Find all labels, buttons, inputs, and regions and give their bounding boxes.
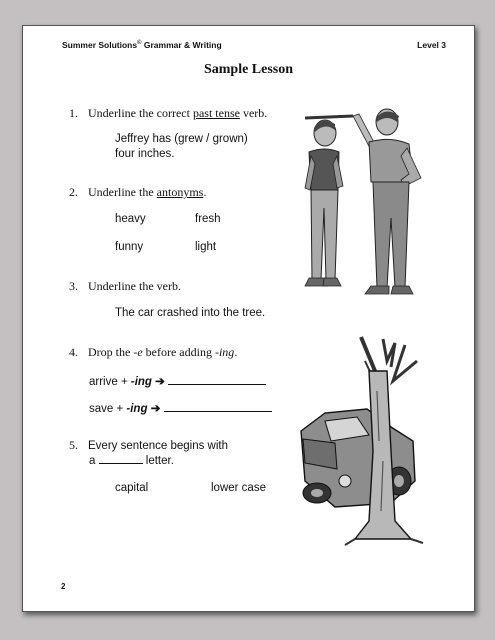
prompt-text: Underline the correct [88,106,193,120]
prompt-text: a [89,455,99,467]
base-word: arrive + [89,376,131,388]
choice-lower-case: lower case [211,482,266,494]
prompt-text: Every sentence begins with [88,440,228,452]
question-5-prompt-line-2 [89,454,174,467]
arrow-right-icon: ➔ [150,403,161,415]
header-series-title [62,40,222,50]
word-light: light [195,241,217,253]
word-heavy: heavy [115,213,146,225]
prompt-text: Drop the [88,345,134,359]
prompt-text: letter. [142,455,174,467]
question-5-prompt [69,438,228,453]
arrow-right-icon: ➔ [155,376,165,388]
question-4-item-save [89,401,272,415]
copyright-mark: © [137,40,142,47]
question-1-line-1: Jeffrey has (grew / grown) [115,133,248,145]
car-crashed-into-tree-illustration [295,331,435,546]
question-2-prompt [69,185,206,200]
underlined-term: past tense [192,106,240,120]
question-1-line-2: four inches. [115,148,175,160]
choice-capital: capital [115,482,149,494]
suffix: -ing [126,403,148,415]
italic-term: -e [133,345,143,359]
answer-blank[interactable] [168,375,266,385]
question-3-prompt [69,279,181,294]
prompt-text: . [234,345,238,359]
base-word: save + [89,403,127,415]
italic-term: -ing [214,345,235,359]
series-name: Summer Solutions [62,40,138,50]
worksheet-page [22,25,475,612]
question-4-prompt [69,345,237,360]
answer-blank[interactable] [164,402,272,412]
series-subject: Grammar & Writing [141,40,222,50]
answer-blank[interactable] [99,454,143,464]
question-number: 2. [69,185,78,199]
question-number: 1. [69,106,78,120]
question-number: 4. [69,345,78,359]
question-1-prompt [69,106,267,121]
word-funny: funny [115,241,144,253]
prompt-text: . [203,185,207,199]
prompt-text: Underline the verb. [88,279,181,293]
page-title: Sample Lesson [203,62,294,77]
prompt-text: Underline the [88,185,157,199]
prompt-text: verb. [239,106,268,120]
underlined-term: antonyms [156,185,204,199]
boys-measuring-height-illustration [291,108,431,298]
header-level: Level 3 [417,40,446,50]
question-3-sentence: The car crashed into the tree. [115,307,266,319]
question-number: 3. [69,279,78,293]
word-fresh: fresh [195,213,221,225]
suffix: -ing [130,376,152,388]
question-number: 5. [69,438,78,452]
page-number: 2 [61,582,66,591]
prompt-text: before adding [142,345,215,359]
question-4-item-arrive [89,374,266,388]
